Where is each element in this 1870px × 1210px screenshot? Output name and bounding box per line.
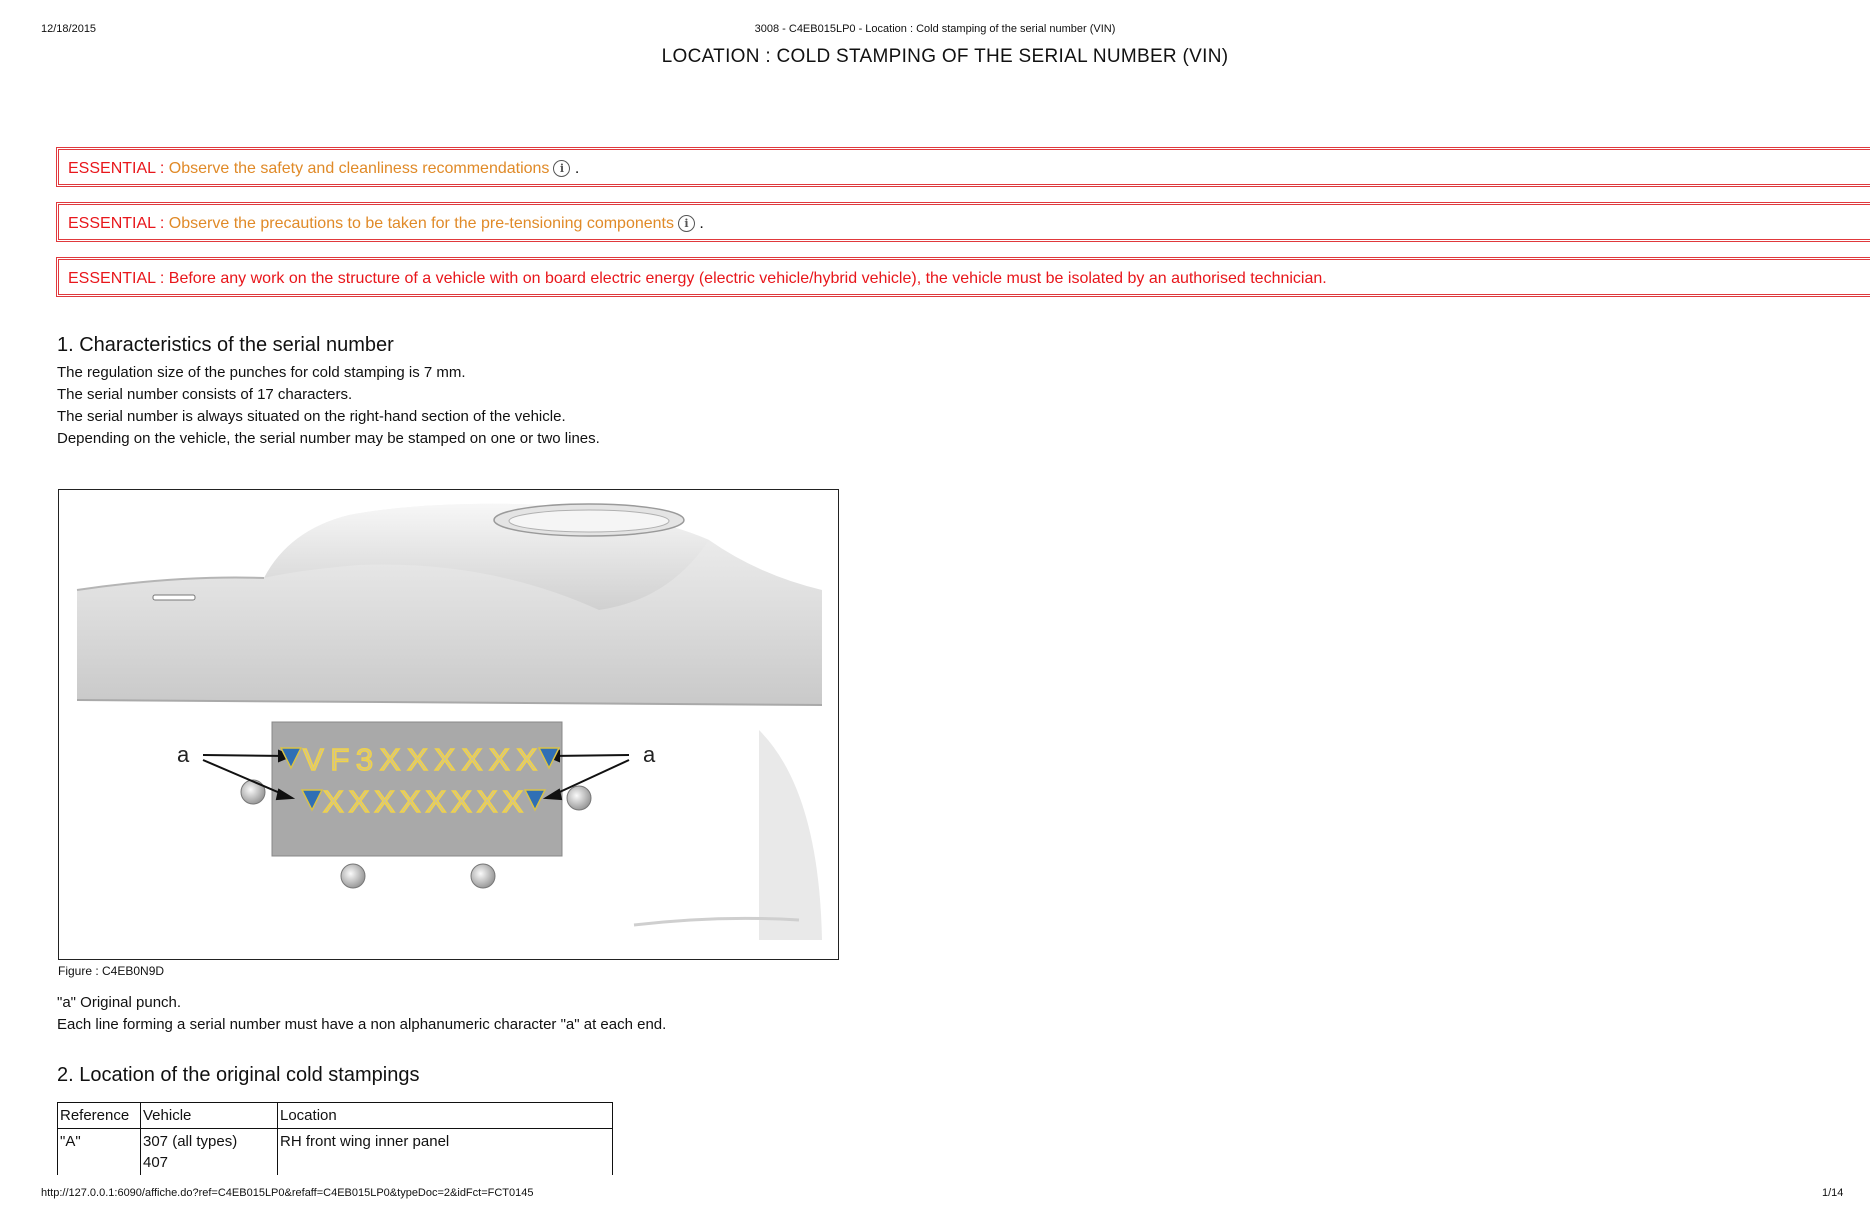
column-header-location: Location bbox=[278, 1103, 613, 1129]
callout-label-left: a bbox=[177, 742, 190, 767]
note-line: "a" Original punch. bbox=[57, 994, 182, 1011]
section-heading-characteristics: 1. Characteristics of the serial number bbox=[57, 334, 394, 356]
vehicle-line: 407 bbox=[143, 1154, 169, 1171]
vehicle-line: 307 (all types) bbox=[143, 1133, 238, 1150]
essential-box-safety: ESSENTIAL : Observe the safety and cleanliness recommendations i . bbox=[56, 147, 1870, 187]
info-icon[interactable]: i bbox=[678, 215, 695, 232]
cell-location: RH front wing inner panel bbox=[278, 1129, 613, 1176]
vin-line-1: VF3XXXXXX bbox=[303, 742, 537, 777]
essential-label: ESSENTIAL : bbox=[68, 160, 165, 177]
callout-label-right: a bbox=[643, 742, 656, 767]
essential-box-pretensioning: ESSENTIAL : Observe the precautions to be taken for the pre-tensioning components i . bbox=[56, 202, 1870, 242]
page-cut-mask bbox=[0, 1175, 1870, 1185]
page-title: LOCATION : COLD STAMPING OF THE SERIAL NUMBER (VIN) bbox=[661, 46, 1229, 67]
vin-stamping-illustration bbox=[59, 490, 839, 960]
characteristics-text bbox=[57, 362, 600, 450]
essential-label: ESSENTIAL : bbox=[68, 215, 165, 232]
section-heading-location: 2. Location of the original cold stampings bbox=[57, 1064, 420, 1086]
stamping-location-table bbox=[57, 1102, 613, 1176]
cell-reference: "A" bbox=[58, 1129, 141, 1176]
figure-notes bbox=[57, 992, 666, 1036]
document-header-title: 3008 - C4EB015LP0 - Location : Cold stamping of the serial number (VIN) bbox=[754, 23, 1116, 35]
text-line: The serial number is always situated on the right-hand section of the vehicle. bbox=[57, 408, 566, 425]
footer-page-number: 1/14 bbox=[1822, 1187, 1844, 1199]
note-line: Each line forming a serial number must have a non alphanumeric character "a" at each end. bbox=[57, 1016, 667, 1033]
info-icon[interactable]: i bbox=[553, 160, 570, 177]
table-header-row bbox=[58, 1103, 613, 1129]
footer-url: http://127.0.0.1:6090/affiche.do?ref=C4EB015LP0&refaff=C4EB015LP0&typeDoc=2&idFct=FCT0145 bbox=[41, 1187, 534, 1199]
cell-vehicle bbox=[141, 1129, 278, 1176]
table-row bbox=[58, 1129, 613, 1176]
vin-line-2: XXXXXXXX bbox=[323, 784, 523, 819]
essential-text-safety[interactable]: Observe the safety and cleanliness recommendations bbox=[168, 160, 550, 177]
text-line: Depending on the vehicle, the serial number may be stamped on one or two lines. bbox=[57, 430, 600, 447]
text-line: The serial number consists of 17 characters. bbox=[57, 386, 353, 403]
essential-label: ESSENTIAL : bbox=[68, 270, 165, 287]
column-header-reference: Reference bbox=[58, 1103, 141, 1129]
essential-box-electric bbox=[56, 257, 1870, 297]
print-date: 12/18/2015 bbox=[41, 23, 97, 35]
essential-text-pretensioning[interactable]: Observe the precautions to be taken for the pre-tensioning components bbox=[168, 215, 674, 232]
text-line: The regulation size of the punches for cold stamping is 7 mm. bbox=[57, 364, 466, 381]
figure-caption: Figure : C4EB0N9D bbox=[58, 964, 165, 978]
column-header-vehicle: Vehicle bbox=[141, 1103, 278, 1129]
vin-stamping-figure bbox=[58, 489, 839, 960]
essential-text-electric: Before any work on the structure of a vehicle with on board electric energy (electric vehicle/hybrid vehicle), the vehicle must be isolated by an authorised technician. bbox=[168, 270, 1327, 287]
